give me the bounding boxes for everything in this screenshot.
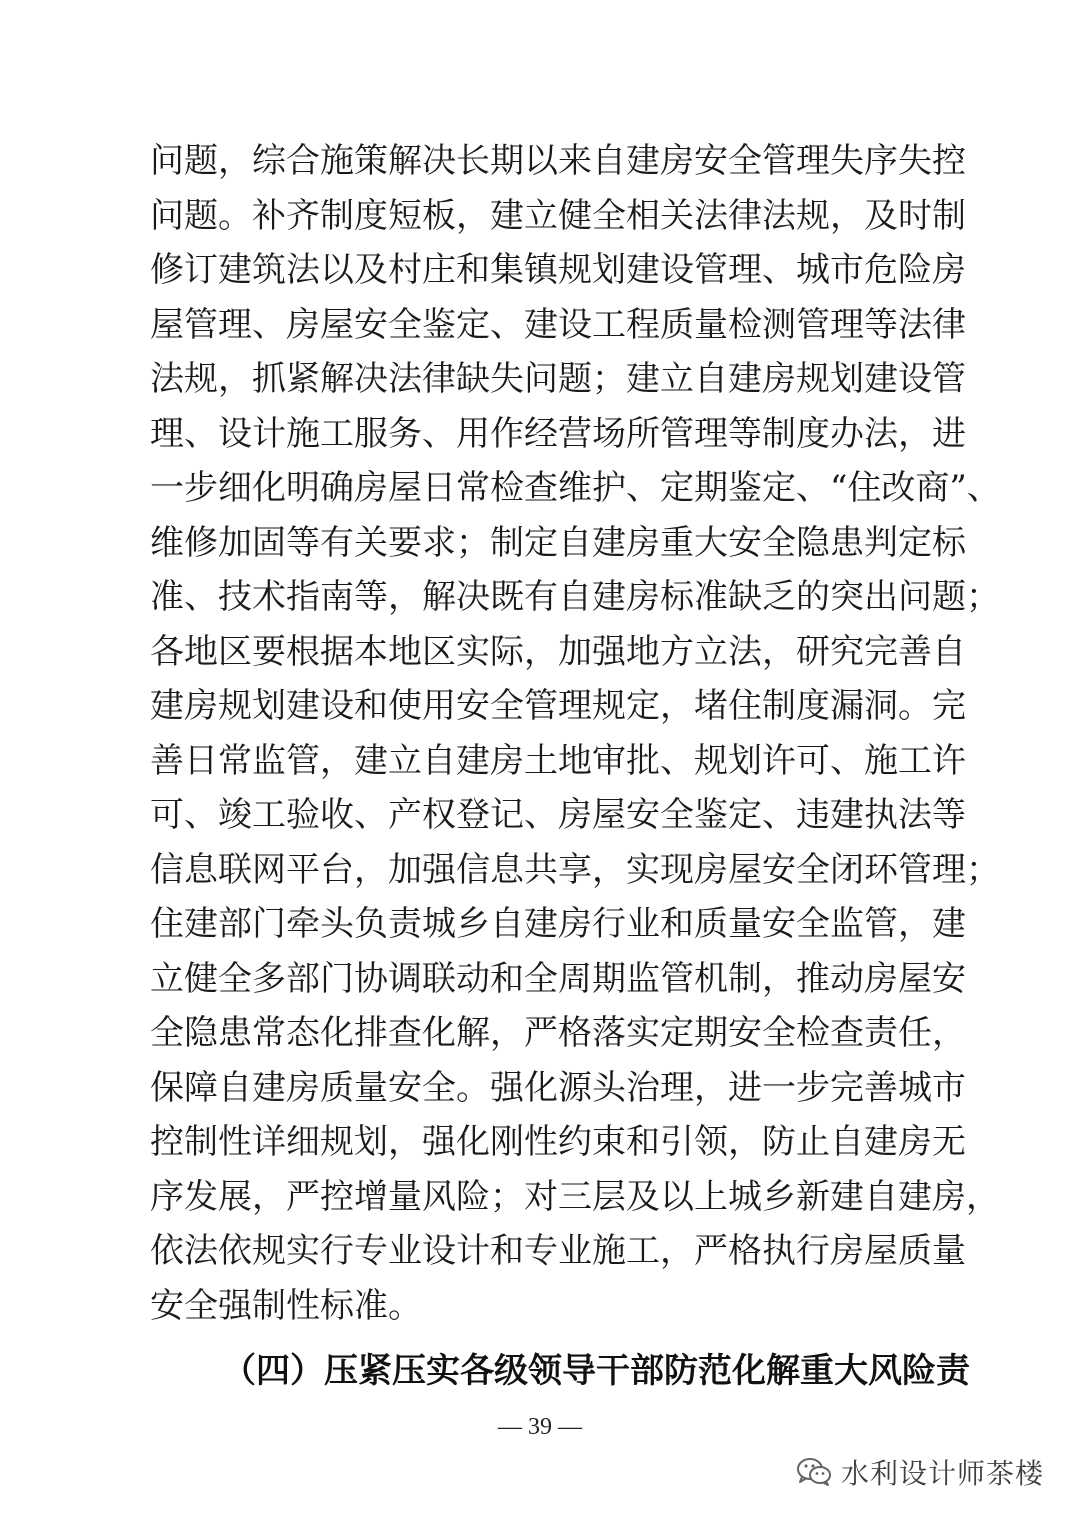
text-line: 问题，综合施策解决长期以来自建房安全管理失序失控 [150,141,966,181]
text-line: 建房规划建设和使用安全管理规定，堵住制度漏洞。完 [150,686,966,726]
page-number: — 39 — [498,1414,582,1440]
text-line: 理、设计施工服务、用作经营场所管理等制度办法，进 [150,413,966,454]
text-line: 修订建筑法以及村庄和集镇规划建设管理、城市危险房 [150,250,966,290]
text-line: 问题。补齐制度短板，建立健全相关法律法规，及时制 [150,195,966,236]
watermark-text: 水利设计师茶楼 [840,1457,1044,1490]
text-line: 屋管理、房屋安全鉴定、建设工程质量检测管理等法律 [150,304,966,345]
watermark [795,1452,1044,1492]
text-line: 法规，抓紧解决法律缺失问题；建立自建房规划建设管 [150,359,966,399]
text-line: 可、竣工验收、产权登记、房屋安全鉴定、违建执法等 [150,795,966,835]
text-line: 一步细化明确房屋日常检查维护、定期鉴定、“住改商”、 [150,468,1001,508]
text-line: 立健全多部门协调联动和全周期监管机制，推动房屋安 [150,958,966,999]
section-heading: （四）压紧压实各级领导干部防范化解重大风险责 [222,1351,970,1391]
wechat-icon [795,1456,833,1488]
text-line: 依法依规实行专业设计和专业施工，严格执行房屋质量 [150,1231,966,1271]
text-line: 住建部门牵头负责城乡自建房行业和质量安全监管，建 [150,904,966,944]
text-line: 安全强制性标准。 [150,1285,422,1326]
body-paragraph [150,134,1001,1333]
text-line: 准、技术指南等，解决既有自建房标准缺乏的突出问题； [150,577,1000,617]
text-line: 各地区要根据本地区实际，加强地方立法，研究完善自 [150,631,966,672]
text-line: 信息联网平台，加强信息共享，实现房屋安全闭环管理； [150,849,1000,890]
text-line: 全隐患常态化排查化解，严格落实定期安全检查责任， [150,1013,966,1053]
text-line: 善日常监管，建立自建房土地审批、规划许可、施工许 [150,740,966,781]
text-line: 保障自建房质量安全。强化源头治理，进一步完善城市 [150,1067,966,1108]
text-line: 控制性详细规划，强化刚性约束和引领，防止自建房无 [150,1122,966,1162]
text-line: 维修加固等有关要求；制定自建房重大安全隐患判定标 [150,522,966,563]
text-line: 序发展，严控增量风险；对三层及以上城乡新建自建房， [150,1176,1000,1217]
